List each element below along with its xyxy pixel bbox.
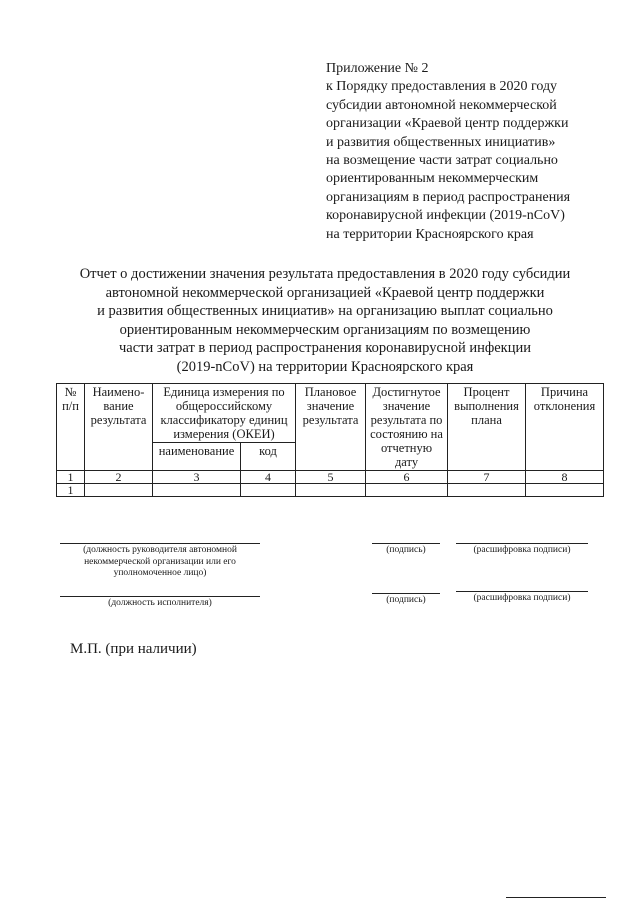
table-cell	[296, 484, 366, 497]
column-number: 7	[448, 471, 526, 484]
footer-rule	[506, 897, 606, 898]
appendix-line: субсидии автономной некоммерческой	[326, 97, 557, 113]
table-cell	[241, 484, 296, 497]
appendix-block	[326, 60, 616, 244]
head-signature-line	[372, 543, 440, 544]
executor-position-line	[60, 596, 260, 597]
appendix-line: коронавирусной инфекции (2019-nCoV)	[326, 208, 565, 224]
column-number: 2	[85, 471, 153, 484]
header-unit: Единица измерения по общероссийскому классификатору единиц измерения (ОКЕИ)	[153, 384, 296, 443]
appendix-line: организациям в период распространения	[326, 189, 571, 205]
column-number: 3	[153, 471, 241, 484]
appendix-line: на территории Красноярского края	[326, 226, 534, 242]
appendix-line: к Порядку предоставления в 2020 году	[326, 79, 558, 95]
appendix-line: на возмещение части затрат социально	[326, 153, 558, 169]
head-position-line	[60, 543, 260, 544]
column-number: 1	[57, 471, 85, 484]
head-transcript-caption: (расшифровка подписи)	[473, 545, 571, 555]
column-number: 6	[366, 471, 448, 484]
appendix-line: ориентированным некоммерческим	[326, 171, 539, 187]
appendix-line: организации «Краевой центр поддержки	[326, 116, 569, 132]
report-title-line: и развития общественных инициатив» на организацию выплат социально	[97, 303, 553, 319]
column-number: 4	[241, 471, 296, 484]
report-title-line: (2019-nCoV) на территории Красноярского края	[176, 358, 474, 375]
table-row	[57, 484, 604, 497]
executor-position-caption: (должность исполнителя)	[108, 598, 212, 608]
report-title-line: ориентированным некоммерческим организациям по возмещению	[119, 321, 531, 338]
table-cell: 1	[57, 484, 85, 497]
header-achieved: Достигнутое значение результата по состоянию на отчетную дату	[366, 384, 448, 471]
executor-signature-caption: (подпись)	[386, 595, 426, 605]
report-title-line: автономной некоммерческой организацией «Краевой центр поддержки	[105, 284, 545, 301]
column-number: 8	[526, 471, 604, 484]
header-name: Наимено-вание результата	[85, 384, 153, 471]
head-position-caption: (должность руководителя автономной некоммерческой организации или его уполномоченное лицо)	[83, 545, 237, 578]
header-unit-name: наименование	[153, 443, 241, 471]
head-signature-caption: (подпись)	[386, 545, 426, 555]
report-title-line: части затрат в период распространения коронавирусной инфекции	[118, 340, 532, 356]
header-unit-code: код	[241, 443, 296, 471]
table-cell	[526, 484, 604, 497]
header-reason: Причина отклонения	[526, 384, 604, 471]
table-cell	[85, 484, 153, 497]
header-percent: Процент выполнения плана	[448, 384, 526, 471]
header-planned: Плановое значение результата	[296, 384, 366, 471]
head-transcript-line	[456, 543, 588, 544]
appendix-line: Приложение № 2	[326, 61, 429, 76]
table-cell	[153, 484, 241, 497]
table-cell	[366, 484, 448, 497]
report-title	[30, 265, 620, 376]
executor-signature-line	[372, 593, 440, 594]
table-cell	[448, 484, 526, 497]
column-number: 5	[296, 471, 366, 484]
executor-transcript-caption: (расшифровка подписи)	[473, 593, 571, 603]
header-num: № п/п	[57, 384, 85, 471]
report-table	[56, 383, 604, 497]
executor-transcript-line	[456, 591, 588, 592]
report-title-line: Отчет о достижении значения результата предоставления в 2020 году субсидии	[79, 266, 571, 282]
appendix-line: и развития общественных инициатив»	[326, 134, 556, 150]
stamp-note: М.П. (при наличии)	[70, 641, 197, 657]
